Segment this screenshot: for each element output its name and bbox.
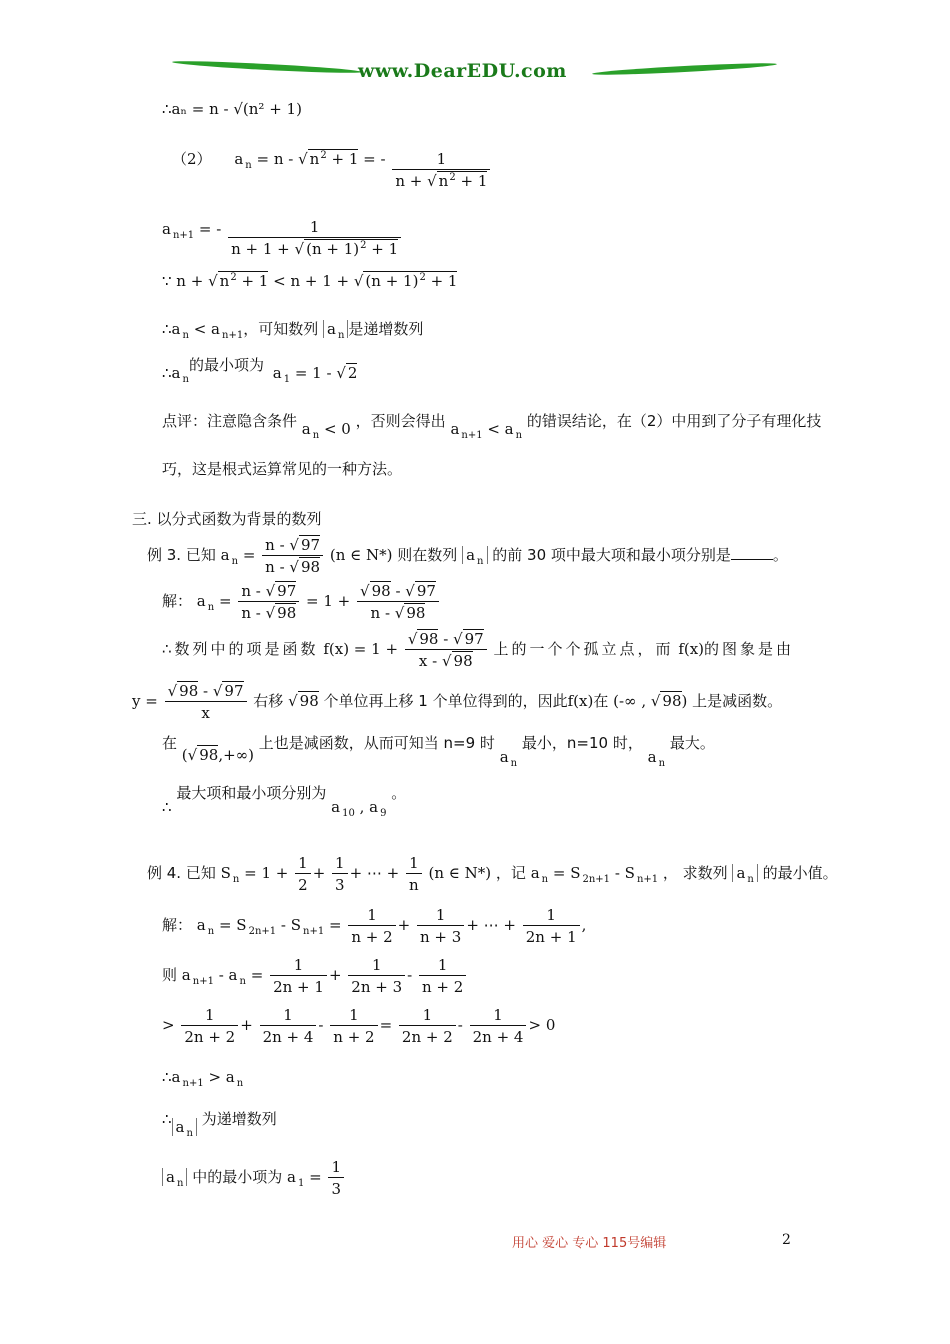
solution-4-line-2: 则 a $_{n+1}$ - a $_n$ = $\frac{1}{2n + 1}$ + $\frac{1}{2n + 3}$ - $\frac{1}{n + 2}$ xyxy=(162,956,468,996)
solution-3-line-4: 在 (√ 98,+∞) 上也是减函数，从而可知当 n=9 时 a $_n$ 最小，n=10 时， a $_n$ 最大。 xyxy=(162,734,715,769)
eq-an-plus-1: a $_{n+1}$ = - $\frac{1}{n + 1 + √ (n + 1)^2 + 1}$ xyxy=(162,218,403,258)
note-line-2: 巧，这是根式运算常见的一种方法。 xyxy=(162,460,403,478)
solution-3-line-5: ∴ 最大项和最小项分别为 a $_{10}$ , a $_9$ 。 xyxy=(162,784,407,819)
example-3: 例 3. 已知 a $_n$ = $\frac{n - √ 97}{n - √ 98}$ (n ∈ N*) 则在数列 a $_n$ 的前 30 项中最大项和最小项分别是 。 xyxy=(147,536,788,576)
solution-4-line-4: ∴a $_{n+1}$ > a $_n$ xyxy=(162,1068,244,1089)
solution-4-line-3: > $\frac{1}{2n + 2}$ + $\frac{1}{2n + 4}$ - $\frac{1}{n + 2}$ = $\frac{1}{2n + 2}$ - $\frac{1}{2n + 4}$ > 0 xyxy=(162,1006,556,1046)
logo-swoosh-right xyxy=(592,61,777,77)
eq-increasing: ∴a $_n$ < a $_{n+1}$，可知数列 a $_n$ 是递增数列 xyxy=(162,320,424,341)
logo-swoosh-left xyxy=(172,59,362,75)
solution-4-line-1: 解： a $_n$ = S $_{2n+1}$ - S $_{n+1}$ = $\frac{1}{n + 2}$ + $\frac{1}{n + 3}$ + ⋯ + $\frac{1}{2n + 1}$ , xyxy=(162,906,587,946)
solution-3-line-2: ∴数列中的项是函数 f(x) = 1 + $\frac{√ 98 - √ 97}{x - √ 98}$ 上的一个个孤立点，而 f(x)的图象是由 xyxy=(162,630,795,670)
frac-num: 1 xyxy=(392,150,490,170)
section-3-heading: 三. 以分式函数为背景的数列 xyxy=(132,510,322,528)
eq-an-result: ∴aₙ = n - √(n² + 1) xyxy=(162,100,302,118)
eq-part2: （2） a $_n$ = n - √ $n^2 + 1$ = - $\frac{1}{n + √ n^2 + 1}$ xyxy=(172,148,492,190)
answer-blank xyxy=(731,559,773,560)
site-logo: www.DearEDU.com xyxy=(358,60,567,82)
footer-text: 用心 爱心 专心 115号编辑 xyxy=(512,1236,667,1251)
eq-because: ∵ n + √ $n^2 + 1 < n + 1$ + √ $(n + 1)^2 + 1$ xyxy=(162,272,458,290)
note-line-1: 点评：注意隐含条件 a $_n$ < 0 ，否则会得出 a $_{n+1}$ < a $_n$ 的错误结论，在（2）中用到了分子有理化技 xyxy=(162,412,822,441)
solution-4-line-5: ∴ a $_n$ 为递增数列 xyxy=(162,1110,277,1139)
solution-4-line-6: a $_n$ 中的最小项为 a $_1$ = $\frac{1}{3}$ xyxy=(162,1158,346,1198)
page-number: 2 xyxy=(782,1232,791,1248)
frac-num-2: 1 xyxy=(228,218,401,238)
part2-label: （2） xyxy=(172,150,212,168)
example-4: 例 4. 已知 S $_n$ = 1 + $\frac{1}{2}$ + $\frac{1}{3}$ + ⋯ + $\frac{1}{n}$ (n ∈ N*) ，记 a $_n$ = S $_{2n+1}$ - S $_{n+1}$ ， 求数列 a $_n$ 的最小值。 xyxy=(147,854,838,894)
solution-3-line-1: 解： a $_n$ = $\frac{n - √ 97}{n - √ 98}$ = 1 + $\frac{√ 98 - √ 97}{n - √ 98}$ xyxy=(162,582,441,622)
solution-3-line-3: y = $\frac{√ 98 - √ 97}{x}$ 右移 √ 98 个单位再上移 1 个单位得到的，因此f(x)在 (-∞ , √ 98) 上是减函数。 xyxy=(132,682,783,722)
eq-min-term: ∴a $_n$的最小项为 a $_1$ = 1 - √ 2 xyxy=(162,356,358,385)
